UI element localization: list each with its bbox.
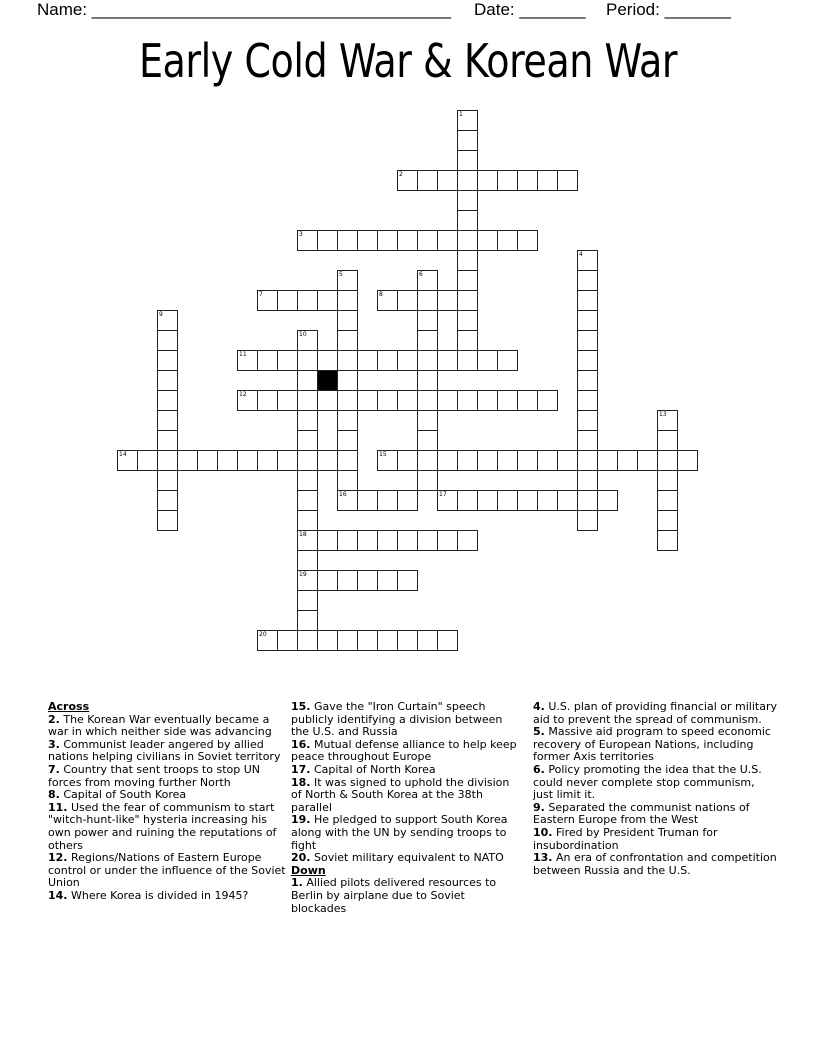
clue-number: 2 [399,171,403,178]
grid-cell[interactable] [117,450,138,471]
grid-cell[interactable] [337,530,358,551]
grid-cell[interactable] [617,450,638,471]
grid-cell[interactable] [637,450,658,471]
grid-cell[interactable] [377,350,398,371]
grid-cell[interactable] [297,410,318,431]
clue-across-14: 14. Where Korea is divided in 1945? [48,888,249,902]
grid-cell[interactable] [397,530,418,551]
grid-cell[interactable] [557,450,578,471]
grid-cell[interactable] [317,450,338,471]
clue-number: 1 [459,111,463,118]
grid-cell[interactable] [537,450,558,471]
grid-cell[interactable] [377,230,398,251]
clue-down-5: 5. Massive aid program to speed economic recovery of European Nations, including former Axis territories [533,725,771,764]
grid-cell[interactable] [397,450,418,471]
grid-cell[interactable] [457,310,478,331]
grid-cell[interactable] [437,170,458,191]
grid-cell[interactable] [297,230,318,251]
clue-across-3: 3. Communist leader angered by allied nations helping civilians in Soviet territory [48,737,281,764]
grid-cell[interactable] [417,370,438,391]
clue-across-7: 7. Country that sent troops to stop UN forces from moving further North [48,762,260,789]
grid-cell[interactable] [397,570,418,591]
grid-cell[interactable] [417,530,438,551]
grid-cell[interactable] [577,410,598,431]
grid-cell[interactable] [397,390,418,411]
grid-cell[interactable] [297,590,318,611]
grid-cell[interactable] [497,170,518,191]
grid-cell[interactable] [497,450,518,471]
grid-cell[interactable] [137,450,158,471]
grid-cell[interactable] [317,350,338,371]
clue-across-2: 2. The Korean War eventually became a war in which neither side was advancing [48,712,272,739]
grid-cell[interactable] [457,150,478,171]
grid-cell[interactable] [157,450,178,471]
grid-cell[interactable] [577,390,598,411]
grid-cell[interactable] [397,230,418,251]
grid-cell[interactable] [457,530,478,551]
grid-cell[interactable] [577,350,598,371]
grid-cell[interactable] [297,490,318,511]
grid-cell[interactable] [437,230,458,251]
grid-cell[interactable] [457,210,478,231]
grid-cell[interactable] [437,530,458,551]
grid-cell[interactable] [357,490,378,511]
grid-cell[interactable] [577,470,598,491]
grid-cell[interactable] [397,350,418,371]
grid-cell[interactable] [297,610,318,631]
grid-cell[interactable] [657,450,678,471]
clue-across-15: 15. Gave the "Iron Curtain" speech publicly identifying a division between the U.S. and Russia [291,700,503,739]
clue-down-6: 6. Policy promoting the idea that the U.S. could never complete stop communism, just limit it. [533,762,762,802]
grid-cell[interactable] [297,430,318,451]
grid-cell[interactable] [577,490,598,511]
grid-cell[interactable] [557,170,578,191]
grid-cell[interactable] [337,350,358,371]
grid-cell[interactable] [237,450,258,471]
clue-number: 4 [579,251,583,258]
grid-cell[interactable] [537,390,558,411]
clue-number: 17 [439,491,447,498]
grid-cell[interactable] [157,510,178,531]
grid-cell[interactable] [297,330,318,351]
clue-down-13: 13. An era of confrontation and competition between Russia and the U.S. [533,851,777,877]
grid-cell[interactable] [277,630,298,651]
grid-cell[interactable] [297,530,318,551]
name-field[interactable]: Name: ______________________________________ [37,0,452,19]
grid-cell[interactable] [497,350,518,371]
clues-column-1 [48,701,286,903]
grid-cell[interactable] [337,410,358,431]
grid-cell[interactable] [337,430,358,451]
grid-cell[interactable] [657,490,678,511]
clue-across-16: 16. Mutual defense alliance to help keep peace throughout Europe [291,737,517,764]
date-field[interactable]: Date: _______ [474,0,586,19]
grid-cell[interactable] [497,390,518,411]
grid-cell[interactable] [417,390,438,411]
grid-cell[interactable] [337,630,358,651]
grid-cell[interactable] [657,430,678,451]
clue-number: 16 [339,491,347,498]
grid-cell[interactable] [457,390,478,411]
grid-cell[interactable] [237,390,258,411]
grid-cell[interactable] [197,450,218,471]
grid-cell[interactable] [377,450,398,471]
across-heading: Across [48,700,90,713]
grid-cell[interactable] [157,470,178,491]
clue-down-4: 4. U.S. plan of providing financial or military aid to prevent the spread of communism. [533,700,777,726]
grid-cell[interactable] [577,510,598,531]
grid-cell[interactable] [417,170,438,191]
grid-cell[interactable] [417,290,438,311]
clue-number: 19 [299,571,307,578]
grid-cell[interactable] [377,630,398,651]
grid-cell[interactable] [297,390,318,411]
grid-cell[interactable] [297,350,318,371]
grid-cell[interactable] [397,490,418,511]
clue-across-18: 18. It was signed to uphold the division of North & South Korea at the 38th parallel [291,775,510,814]
grid-cell[interactable] [337,370,358,391]
grid-cell[interactable] [517,230,538,251]
grid-cell[interactable] [577,310,598,331]
grid-cell[interactable] [297,450,318,471]
grid-cell[interactable] [157,310,178,331]
grid-cell[interactable] [417,430,438,451]
grid-cell[interactable] [277,290,298,311]
grid-cell[interactable] [437,630,458,651]
grid-cell[interactable] [377,290,398,311]
grid-cell[interactable] [577,270,598,291]
grid-cell[interactable] [317,390,338,411]
grid-cell[interactable] [297,630,318,651]
grid-cell[interactable] [157,370,178,391]
grid-cell[interactable] [457,490,478,511]
grid-cell[interactable] [417,470,438,491]
grid-cell[interactable] [417,310,438,331]
grid-cell[interactable] [397,170,418,191]
grid-cell[interactable] [177,450,198,471]
grid-cell[interactable] [577,250,598,271]
grid-cell[interactable] [337,570,358,591]
grid-cell[interactable] [577,430,598,451]
grid-cell[interactable] [597,450,618,471]
clue-across-8: 8. Capital of South Korea [48,788,187,802]
period-field[interactable]: Period: _______ [606,0,731,19]
grid-cell[interactable] [577,450,598,471]
grid-cell[interactable] [257,630,278,651]
clue-number: 14 [119,451,127,458]
grid-cell[interactable] [377,490,398,511]
clue-number: 11 [239,351,247,358]
clue-across-17: 17. Capital of North Korea [291,762,436,776]
grid-cell[interactable] [317,290,338,311]
grid-cell[interactable] [337,470,358,491]
grid-cell[interactable] [357,570,378,591]
grid-cell[interactable] [257,450,278,471]
grid-cell[interactable] [437,450,458,471]
clue-down-1: 1. Allied pilots delivered resources to Berlin by airplane due to Soviet blockades [291,876,497,915]
clue-number: 7 [259,291,263,298]
grid-cell[interactable] [417,450,438,471]
grid-cell[interactable] [477,170,498,191]
grid-cell[interactable] [337,450,358,471]
clue-number: 3 [299,231,303,238]
grid-cell[interactable] [377,570,398,591]
grid-cell[interactable] [457,250,478,271]
grid-cell[interactable] [517,170,538,191]
grid-cell[interactable] [477,350,498,371]
grid-cell[interactable] [417,630,438,651]
grid-cell[interactable] [457,170,478,191]
grid-cell[interactable] [297,570,318,591]
grid-cell[interactable] [317,530,338,551]
grid-cell[interactable] [217,450,238,471]
grid-cell[interactable] [157,490,178,511]
grid-cell[interactable] [477,230,498,251]
clue-across-11: 11. Used the fear of communism to start "witch-hunt-like" hysteria increasing his own power and ruining the reputations of others [48,800,277,852]
grid-cell[interactable] [397,630,418,651]
clue-number: 9 [159,311,163,318]
grid-cell[interactable] [377,390,398,411]
grid-cell[interactable] [417,350,438,371]
grid-cell[interactable] [357,350,378,371]
grid-cell[interactable] [457,330,478,351]
clue-number: 10 [299,331,307,338]
grid-cell[interactable] [457,270,478,291]
grid-cell[interactable] [497,490,518,511]
grid-cell[interactable] [457,290,478,311]
grid-cell[interactable] [477,450,498,471]
grid-cell[interactable] [417,330,438,351]
grid-cell[interactable] [457,450,478,471]
grid-cell[interactable] [337,490,358,511]
clue-number: 6 [419,271,423,278]
grid-cell[interactable] [277,450,298,471]
clue-number: 12 [239,391,247,398]
grid-cell[interactable] [517,390,538,411]
grid-cell[interactable] [297,370,318,391]
grid-cell[interactable] [317,230,338,251]
clue-down-10: 10. Fired by President Truman for insubordination [533,825,718,852]
black-cell [317,370,338,391]
grid-cell[interactable] [457,230,478,251]
clue-number: 8 [379,291,383,298]
grid-cell[interactable] [337,270,358,291]
grid-cell[interactable] [317,630,338,651]
clue-across-20: 20. Soviet military equivalent to NATO [291,851,504,865]
grid-cell[interactable] [157,410,178,431]
grid-cell[interactable] [457,190,478,211]
grid-cell[interactable] [337,390,358,411]
clues-column-3 [533,701,778,877]
clue-number: 5 [339,271,343,278]
grid-cell[interactable] [537,170,558,191]
grid-cell[interactable] [297,550,318,571]
grid-cell[interactable] [257,390,278,411]
grid-cell[interactable] [517,450,538,471]
clue-number: 13 [659,411,667,418]
grid-cell[interactable] [537,490,558,511]
grid-cell[interactable] [157,390,178,411]
clue-number: 18 [299,531,307,538]
grid-cell[interactable] [457,130,478,151]
grid-cell[interactable] [257,290,278,311]
grid-cell[interactable] [657,470,678,491]
grid-cell[interactable] [317,570,338,591]
clue-down-9: 9. Separated the communist nations of Eastern Europe from the West [533,800,750,827]
grid-cell[interactable] [337,310,358,331]
grid-cell[interactable] [417,230,438,251]
grid-cell[interactable] [417,410,438,431]
grid-cell[interactable] [277,350,298,371]
grid-cell[interactable] [357,630,378,651]
grid-cell[interactable] [337,230,358,251]
grid-cell[interactable] [297,290,318,311]
grid-cell[interactable] [437,390,458,411]
grid-cell[interactable] [437,350,458,371]
grid-cell[interactable] [357,390,378,411]
grid-cell[interactable] [357,230,378,251]
grid-cell[interactable] [517,490,538,511]
grid-cell[interactable] [337,290,358,311]
grid-cell[interactable] [277,390,298,411]
grid-cell[interactable] [437,490,458,511]
clues-column-2 [291,701,523,915]
grid-cell[interactable] [157,330,178,351]
clue-number: 15 [379,451,387,458]
grid-cell[interactable] [577,290,598,311]
grid-cell[interactable] [457,110,478,131]
grid-cell[interactable] [657,530,678,551]
grid-cell[interactable] [357,530,378,551]
down-heading: Down [291,863,326,877]
page-title: Early Cold War & Korean War [138,34,678,88]
grid-cell[interactable] [597,490,618,511]
grid-cell[interactable] [337,330,358,351]
grid-cell[interactable] [377,530,398,551]
grid-cell[interactable] [157,430,178,451]
grid-cell[interactable] [577,370,598,391]
grid-cell[interactable] [477,390,498,411]
grid-cell[interactable] [497,230,518,251]
grid-cell[interactable] [677,450,698,471]
grid-cell[interactable] [577,330,598,351]
grid-cell[interactable] [257,350,278,371]
grid-cell[interactable] [157,350,178,371]
grid-cell[interactable] [397,290,418,311]
grid-cell[interactable] [557,490,578,511]
grid-cell[interactable] [477,490,498,511]
grid-cell[interactable] [297,510,318,531]
clue-number: 20 [259,631,267,638]
clue-across-19: 19. He pledged to support South Korea along with the UN by sending troops to fight [291,813,508,852]
clue-across-12: 12. Regions/Nations of Eastern Europe control or under the influence of the Soviet Union [48,851,286,890]
grid-cell[interactable] [437,290,458,311]
grid-cell[interactable] [457,350,478,371]
grid-cell[interactable] [237,350,258,371]
grid-cell[interactable] [417,270,438,291]
grid-cell[interactable] [657,510,678,531]
grid-cell[interactable] [297,470,318,491]
grid-cell[interactable] [657,410,678,431]
